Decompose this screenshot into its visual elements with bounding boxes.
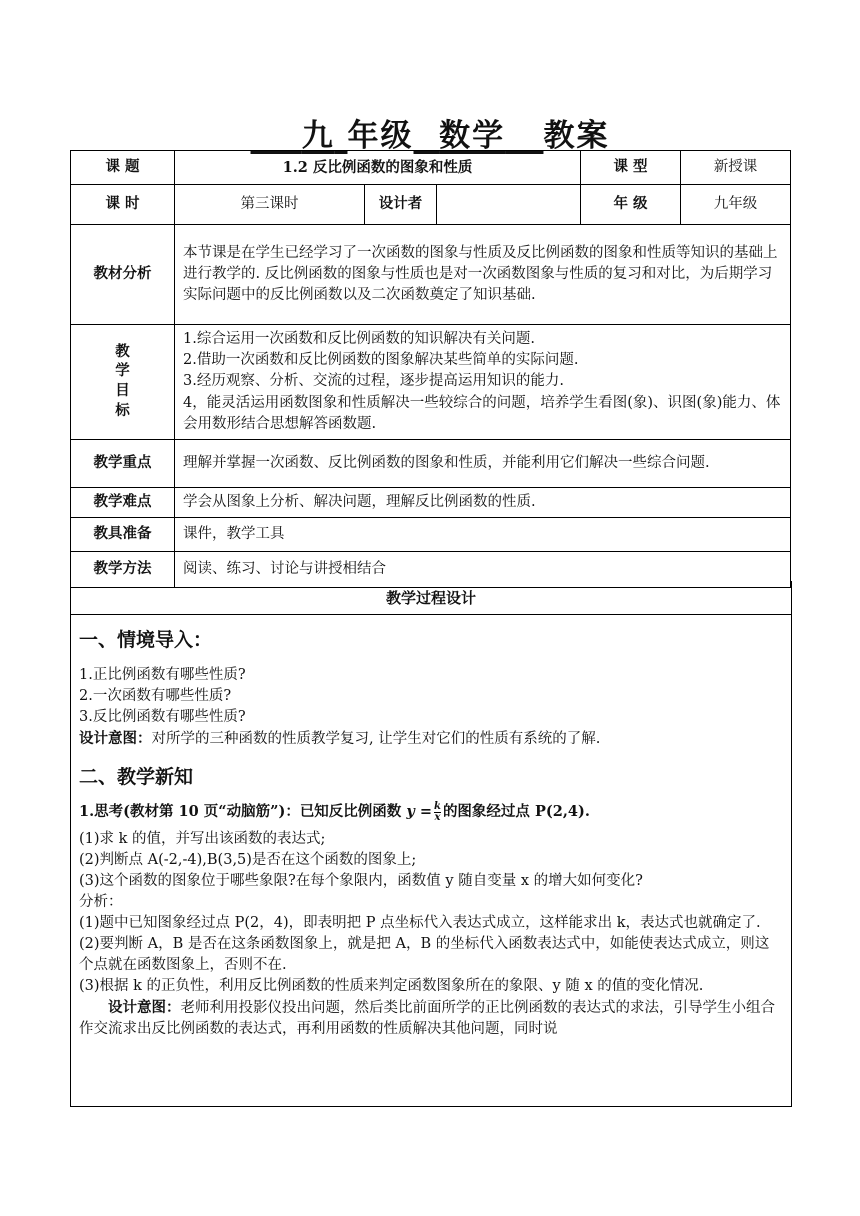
designer-value [437, 185, 581, 225]
grade-value: 九年级 [681, 185, 791, 225]
goal-item: 2.借助一次函数和反比例函数的图象解决某些简单的实际问题. [183, 352, 579, 369]
topic-value: 1.2 反比例函数的图象和性质 [175, 151, 581, 185]
analysis-heading: 分析： [79, 893, 123, 910]
tools-label: 教具准备 [71, 518, 175, 552]
goal-item: 1.综合运用一次函数和反比例函数的知识解决有关问题. [183, 331, 535, 348]
row-key [71, 440, 791, 488]
goal-item: 4，能灵活运用函数图象和性质解决一些较综合的问题，培养学生看图(象)、识图(象)能力、体会用数形结合思想解答函数题. [183, 394, 781, 432]
method-label: 教学方法 [71, 552, 175, 588]
row-period [71, 185, 791, 225]
designer-label: 设计者 [365, 185, 437, 225]
fraction-k-over-x: $\frac{k}{x}$ [434, 800, 441, 823]
type-label: 课 型 [581, 151, 681, 185]
row-difficulty [71, 488, 791, 518]
topic-label: 课 题 [71, 151, 175, 185]
intro-question: 1.正比例函数有哪些性质? [79, 666, 246, 683]
tools-text: 课件，教学工具 [175, 518, 791, 552]
intro-intent: 设计意图：对所学的三种函数的性质教学复习, 让学生对它们的性质有系统的了解. [79, 729, 601, 747]
section-1-title: 一、情境导入： [79, 629, 213, 651]
process-header: 教学过程设计 [71, 581, 791, 615]
type-value: 新授课 [681, 151, 791, 185]
title-doc: 教案 [543, 118, 610, 154]
design-intent: 设计意图：老师利用投影仪投出问题，然后类比前面所学的正比例函数的表达式的求法，引导学生小组合作交流求出反比例函数的表达式，再利用函数的性质解决其他问题，同时说 [79, 998, 775, 1037]
sub-question: (1)求 k 的值，并写出该函数的表达式; [79, 830, 326, 847]
method-text: 阅读、练习、讨论与讲授相结合 [175, 552, 791, 588]
process-section [70, 581, 792, 1107]
think-prompt: 1.思考(教材第 10 页“动脑筋”)：已知反比例函数 y = $\frac{k}{x}$ 的图象经过点 P(2,4). [79, 800, 590, 823]
analysis-text: 本节课是在学生已经学习了一次函数的图象与性质及反比例函数的图象和性质等知识的基础上进行教学的. 反比例函数的图象与性质也是对一次函数图象与性质的复习和对比，为后期学习实际问题中的反比例函数以及二次函数奠定了知识基础. [175, 225, 791, 325]
intro-question: 3.反比例函数有哪些性质? [79, 708, 246, 725]
key-text: 理解并掌握一次函数、反比例函数的图象和性质，并能利用它们解决一些综合问题. [175, 440, 791, 488]
analysis-item: (2)要判断 A，B 是否在这条函数图象上，就是把 A，B 的坐标代入函数表达式中，如能使表达式成立，则这个点就在函数图象上，否则不在. [79, 935, 770, 973]
analysis-item: (3)根据 k 的正负性，利用反比例函数的性质来判定函数图象所在的象限、y 随 x 的值的变化情况. [79, 977, 704, 994]
page-title [0, 110, 860, 155]
grade-label: 年 级 [581, 185, 681, 225]
sub-question: (2)判断点 A(-2,-4),B(3,5)是否在这个函数的图象上; [79, 851, 417, 868]
title-grade: 九 [301, 118, 335, 154]
row-tools [71, 518, 791, 552]
lesson-info-table [70, 150, 791, 588]
title-subject: 数学 [439, 118, 506, 154]
goals-list [175, 325, 791, 440]
row-analysis [71, 225, 791, 325]
intro-question: 2.一次函数有哪些性质? [79, 687, 232, 704]
difficulty-text: 学会从图象上分析、解决问题，理解反比例函数的性质. [175, 488, 791, 518]
row-topic [71, 151, 791, 185]
difficulty-label: 教学难点 [71, 488, 175, 518]
analysis-label: 教材分析 [71, 225, 175, 325]
section-2-title: 二、教学新知 [79, 765, 194, 788]
title-grade-suffix: 年级 [347, 118, 414, 154]
analysis-item: (1)题中已知图象经过点 P(2，4)，即表明把 P 点坐标代入表达式成立，这样能求出 k，表达式也就确定了. [79, 914, 761, 931]
row-goals [71, 325, 791, 440]
goals-label: 教 学 目 标 [71, 325, 175, 440]
period-value: 第三课时 [175, 185, 365, 225]
goal-item: 3.经历观察、分析、交流的过程，逐步提高运用知识的能力. [183, 373, 564, 390]
sub-question: (3)这个函数的图象位于哪些象限?在每个象限内，函数值 y 随自变量 x 的增大如何变化? [79, 872, 643, 889]
key-label: 教学重点 [71, 440, 175, 488]
period-label: 课 时 [71, 185, 175, 225]
